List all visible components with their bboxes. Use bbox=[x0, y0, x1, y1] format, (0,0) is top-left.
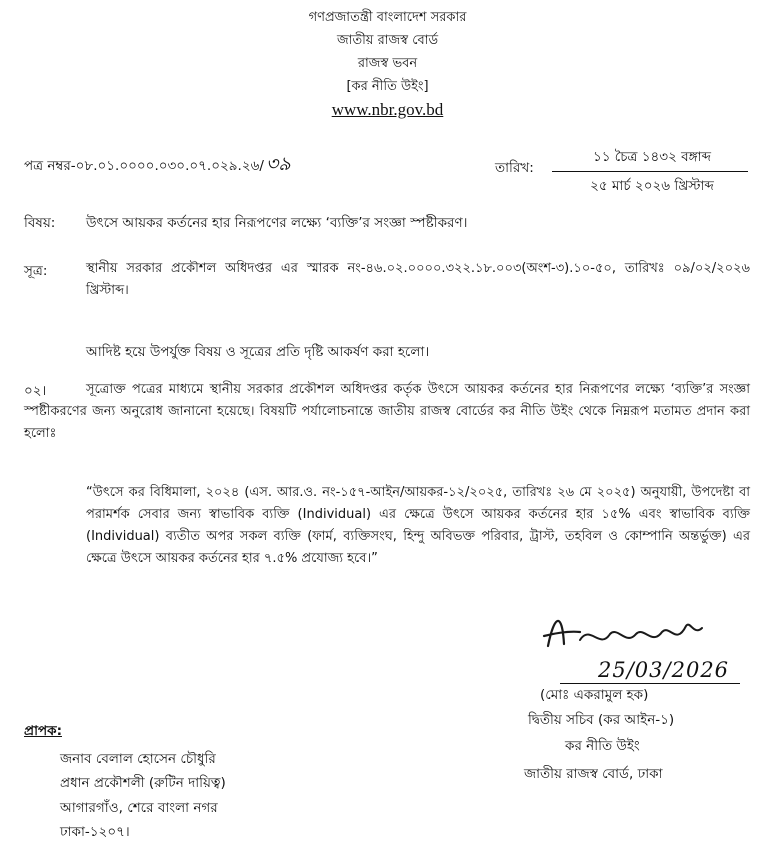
website-link[interactable]: www.nbr.gov.bd bbox=[331, 100, 444, 119]
reference-label: সূত্র: bbox=[24, 263, 48, 279]
signature-mark bbox=[540, 606, 710, 660]
recipient-name: জনাব বেলাল হোসেন চৌধুরি bbox=[60, 751, 216, 767]
date-english: ২৫ মার্চ ২০২৬ খ্রিস্টাব্দ bbox=[590, 178, 714, 194]
memo-number-prefix: পত্র নম্বর-০৮.০১.০০০০.০৩০.০৭.০২৯.২৬/ bbox=[24, 158, 264, 174]
header-board: জাতীয় রাজস্ব বোর্ড bbox=[336, 33, 439, 48]
recipient-city: ঢাকা-১২০৭। bbox=[60, 824, 130, 840]
date-label: তারিখ: bbox=[495, 160, 534, 176]
signatory-office: জাতীয় রাজস্ব বোর্ড, ঢাকা bbox=[524, 766, 663, 782]
date-divider bbox=[552, 171, 748, 172]
intro-text: আদিষ্ট হয়ে উপর্যুক্ত বিষয় ও সূত্রের প্রতি দৃষ্টি আকর্ষণ করা হলো। bbox=[86, 344, 430, 360]
reference-text: স্থানীয় সরকার প্রকৌশল অধিদপ্তর এর স্মারক নং-৪৬.০২.০০০০.৩২২.১৮.০০৩(অংশ-৩).১০-৫০, তারিখঃ ০৯/০২/২০২৬ খ্রিস্টাব্দ। bbox=[86, 261, 750, 298]
paragraph-number: ০২। bbox=[24, 383, 47, 399]
memo-number-handwritten: ৩৯ bbox=[265, 153, 291, 175]
paragraph-text: সূত্রোক্ত পত্রের মাধ্যমে স্থানীয় সরকার প্রকৌশল অধিদপ্তর কর্তৃক উৎসে আয়কর কর্তনের হার নিরূপণের লক্ষ্যে ‘ব্যক্তি’র সংজ্ঞা স্পষ্টীকরণের জন্য অনুরোধ জানানো হয়েছে। বিষয়টি পর্যালোচনান্তে জাতীয় রাজস্ব বোর্ডের কর নীতি উইং থেকে নিম্নরূপ মতামত প্রদান করা হলোঃ bbox=[24, 382, 750, 441]
signatory-designation: দ্বিতীয় সচিব (কর আইন-১) bbox=[528, 712, 675, 728]
subject-text: উৎসে আয়কর কর্তনের হার নিরূপণের লক্ষ্যে ‘ব্যক্তি’র সংজ্ঞা স্পষ্টীকরণ। bbox=[86, 215, 468, 231]
handwritten-signature-icon bbox=[540, 606, 710, 656]
signature-date: 25/03/2026 bbox=[598, 658, 730, 682]
signatory-wing: কর নীতি উইং bbox=[565, 738, 640, 754]
memo-number bbox=[24, 150, 291, 182]
recipient-designation: প্রধান প্রকৌশলী (রুটিন দায়িত্ব) bbox=[60, 775, 226, 791]
recipient-address: আগারগাঁও, শেরে বাংলা নগর bbox=[60, 800, 218, 816]
recipient-label: প্রাপক: bbox=[24, 723, 62, 739]
signatory-name: (মোঃ একরামুল হক) bbox=[540, 687, 649, 703]
header-government: গণপ্রজাতন্ত্রী বাংলাদেশ সরকার bbox=[308, 10, 467, 25]
header-building: রাজস্ব ভবন bbox=[357, 56, 418, 71]
date-bangla: ১১ চৈত্র ১৪৩২ বঙ্গাব্দ bbox=[593, 149, 711, 165]
subject-label: বিষয়: bbox=[24, 215, 56, 231]
quoted-opinion: “উৎসে কর বিধিমালা, ২০২৪ (এস. আর.ও. নং-১৫৭-আইন/আয়কর-১২/২০২৫, তারিখঃ ২৬ মে ২০২৫) অনুযায়ী, উপদেষ্টা বা পরামর্শক সেবার জন্য স্বাভাবিক ব্যক্তি (Individual) এর ক্ষেত্রে উৎসে আয়কর কর্তনের হার ১৫% এবং স্বাভাবিক ব্যক্তি (Individual) ব্যতীত অপর সকল ব্যক্তি (ফার্ম, ব্যক্তিসংঘ, হিন্দু অবিভক্ত পরিবার, ট্রাস্ট, তহবিল ও কোম্পানি অন্তর্ভুক্ত) এর ক্ষেত্রে উৎসে আয়কর কর্তনের হার ৭.৫% প্রযোজ্য হবে।” bbox=[86, 485, 750, 566]
header-wing: [কর নীতি উইং] bbox=[346, 79, 429, 94]
